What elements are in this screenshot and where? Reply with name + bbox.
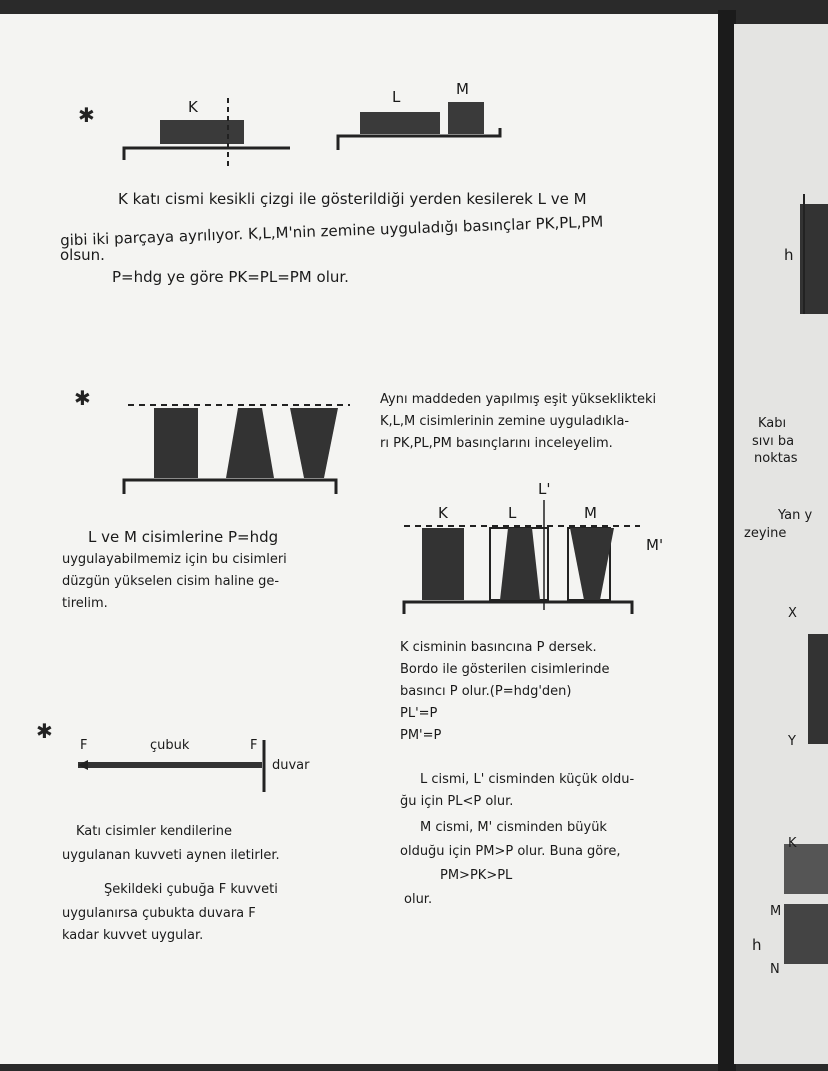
- text-line: L cismi, L' cisminden küçük oldu-: [420, 772, 635, 787]
- fragment: zeyine: [744, 526, 787, 541]
- text-line: Aynı maddeden yapılmış eşit yükseklikteki: [380, 392, 657, 407]
- text-line: olsun.: [60, 246, 105, 264]
- label-l-prime: L': [538, 480, 551, 498]
- label-m-prime: M': [646, 536, 664, 554]
- ground-line: [124, 480, 336, 494]
- fragment: K: [788, 836, 797, 851]
- block-m: [570, 528, 614, 600]
- label-wall: duvar: [272, 758, 310, 773]
- text-line: K katı cismi kesikli çizgi ile gösterildiği yerden kesilerek L ve M: [118, 190, 587, 208]
- block-m: [448, 102, 484, 134]
- bullet-star-icon: ✱: [74, 386, 91, 410]
- fragment: Y: [788, 734, 796, 749]
- label-k: K: [188, 98, 198, 116]
- text-line: uygulayabilmemiz için bu cisimleri: [62, 552, 287, 567]
- block-l: [500, 528, 540, 600]
- force-arrow-icon: [78, 760, 88, 770]
- text-line: Şekildeki çubuğa F kuvveti: [104, 882, 278, 897]
- fragment: X: [788, 606, 797, 621]
- text-line: Bordo ile gösterilen cisimlerinde: [400, 662, 610, 677]
- fragment: h: [784, 246, 794, 264]
- block-k: [422, 528, 464, 600]
- fragment: h: [752, 936, 762, 954]
- vessel-drawing: [808, 634, 828, 744]
- text-line: M cismi, M' cisminden büyük: [420, 820, 607, 835]
- fragment: Yan y: [778, 508, 813, 523]
- block-m: [290, 408, 338, 478]
- text-line: Katı cisimler kendilerine: [76, 824, 232, 839]
- fragment: noktas: [754, 451, 798, 466]
- label-m: M: [456, 80, 469, 98]
- text-line: ğu için PL<P olur.: [400, 794, 514, 809]
- label-l: L: [392, 88, 401, 106]
- fragment: N: [770, 962, 780, 977]
- ground-line: [124, 148, 290, 160]
- label-force-left: F: [80, 738, 88, 753]
- text-line: PM'=P: [400, 728, 442, 743]
- label-m: M: [584, 504, 597, 522]
- label-l: L: [508, 504, 517, 522]
- text-line: P=hdg ye göre PK=PL=PM olur.: [112, 268, 349, 286]
- fragment: M: [770, 904, 782, 919]
- text-line: düzgün yükselen cisim haline ge-: [62, 574, 280, 589]
- text-line: rı PK,PL,PM basınçlarını inceleyelim.: [380, 436, 613, 451]
- text-line: olduğu için PM>P olur. Buna göre,: [400, 844, 621, 859]
- text-line: L ve M cisimlerine P=hdg: [88, 528, 279, 546]
- label-force-right: F: [250, 738, 258, 753]
- label-k: K: [438, 504, 448, 522]
- block-k: [154, 408, 198, 478]
- block-k: [160, 120, 244, 144]
- ground-line: [404, 602, 632, 614]
- text-line: PM>PK>PL: [440, 868, 513, 883]
- text-line: uygulanan kuvveti aynen iletirler.: [62, 848, 280, 863]
- text-line: basıncı P olur.(P=hdg'den): [400, 684, 572, 699]
- text-line: kadar kuvvet uygular.: [62, 928, 204, 943]
- block-l: [360, 112, 440, 134]
- fragment: sıvı ba: [752, 434, 795, 449]
- block-l: [226, 408, 274, 478]
- text-line: gibi iki parçaya ayrılıyor. K,L,M'nin zemine uyguladığı basınçlar PK,PL,PM: [59, 212, 604, 250]
- notebook-right-page: [734, 24, 828, 1064]
- text-line: K cisminin basıncına P dersek.: [400, 640, 597, 655]
- text-line: tirelim.: [62, 596, 108, 611]
- label-rod: çubuk: [150, 738, 190, 753]
- fragment: Kabı: [758, 416, 787, 431]
- text-line: olur.: [404, 892, 433, 907]
- text-line: uygulanırsa çubukta duvara F: [62, 906, 256, 921]
- bullet-star-icon: ✱: [78, 103, 95, 127]
- text-line: PL'=P: [400, 706, 438, 721]
- bullet-star-icon: ✱: [36, 719, 53, 743]
- text-line: K,L,M cisimlerinin zemine uyguladıkla-: [380, 414, 630, 429]
